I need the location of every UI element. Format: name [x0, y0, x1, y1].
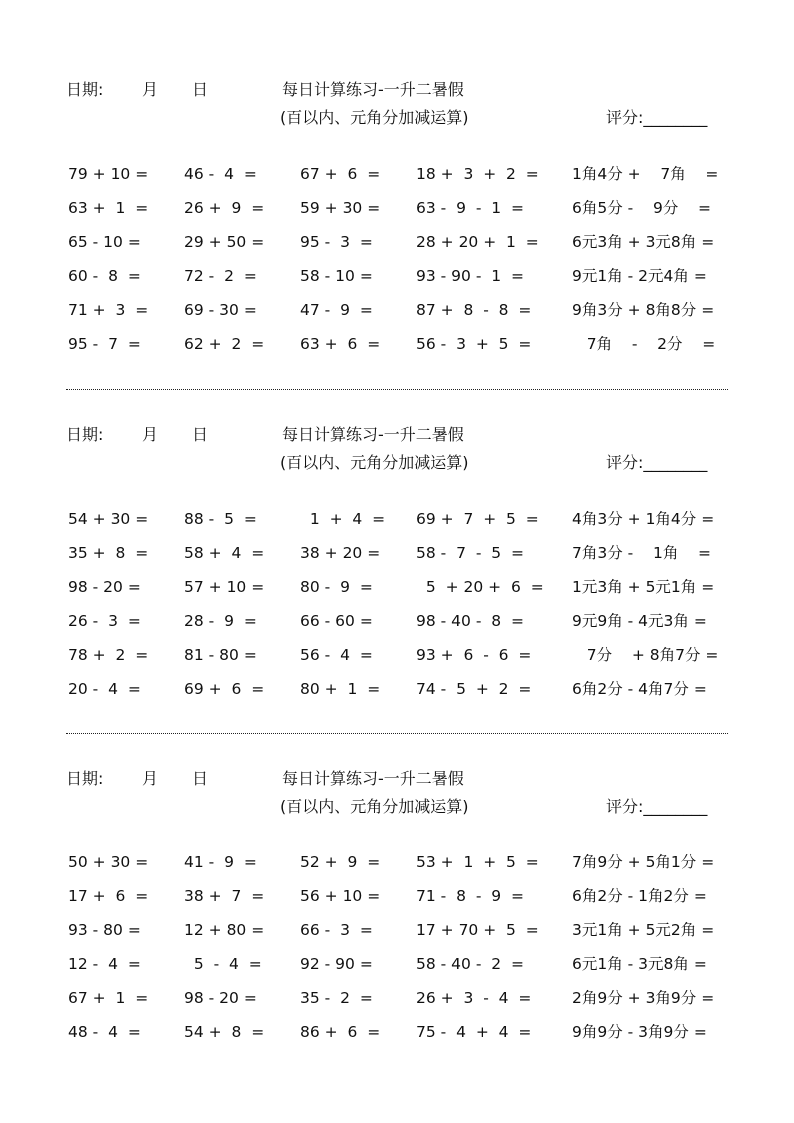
problem: 56 + 10 =: [300, 887, 381, 905]
money-problem: 4角3分 + 1角4分 =: [572, 510, 715, 528]
money-problem: 7角3分 - 1角 =: [572, 544, 712, 562]
score-label: 评分:________: [606, 108, 708, 127]
problem: 75 - 4 + 4 =: [416, 1023, 532, 1041]
problem: 58 - 10 =: [300, 267, 373, 285]
problem: 17 + 6 =: [68, 887, 149, 905]
worksheet-subtitle: (百以内、元角分加减运算): [280, 108, 469, 127]
problem: 53 + 1 + 5 =: [416, 853, 539, 871]
problem: 35 - 2 =: [300, 989, 373, 1007]
money-problem: 9角3分 + 8角8分 =: [572, 301, 715, 319]
problem-row: [0, 197, 794, 231]
problem: 12 - 4 =: [68, 955, 141, 973]
money-problem: 7角9分 + 5角1分 =: [572, 853, 715, 871]
money-problem: 6角2分 - 4角7分 =: [572, 680, 707, 698]
problem: 93 - 80 =: [68, 921, 141, 939]
problem: 18 + 3 + 2 =: [416, 165, 539, 183]
problem: 78 + 2 =: [68, 646, 149, 664]
worksheet-title: 每日计算练习-一升二暑假: [282, 80, 464, 99]
money-problem: 9角9分 - 3角9分 =: [572, 1023, 707, 1041]
problem: 81 - 80 =: [184, 646, 257, 664]
worksheet-section-1: [0, 0, 794, 353]
problem: 48 - 4 =: [68, 1023, 141, 1041]
problem-row: [0, 644, 794, 678]
problem: 59 + 30 =: [300, 199, 381, 217]
worksheet-subtitle: (百以内、元角分加减运算): [280, 453, 469, 472]
month-label: 月: [142, 425, 159, 444]
problem: 98 - 20 =: [68, 578, 141, 596]
problem: 41 - 9 =: [184, 853, 257, 871]
day-label: 日: [192, 80, 209, 99]
problem: 69 + 7 + 5 =: [416, 510, 539, 528]
problem: 88 - 5 =: [184, 510, 257, 528]
problem: 38 + 20 =: [300, 544, 381, 562]
problem: 20 - 4 =: [68, 680, 141, 698]
problem: 56 - 3 + 5 =: [416, 335, 532, 353]
money-problem: 2角9分 + 3角9分 =: [572, 989, 715, 1007]
problem-row: [0, 919, 794, 953]
problem: 5 + 20 + 6 =: [416, 578, 544, 596]
worksheet-title: 每日计算练习-一升二暑假: [282, 769, 464, 788]
problem: 86 + 6 =: [300, 1023, 381, 1041]
money-problem: 1角4分 + 7角 =: [572, 165, 719, 183]
problem: 67 + 1 =: [68, 989, 149, 1007]
problem: 98 - 20 =: [184, 989, 257, 1007]
problem-row: [0, 231, 794, 265]
problem: 63 + 1 =: [68, 199, 149, 217]
problem: 71 + 3 =: [68, 301, 149, 319]
problem: 92 - 90 =: [300, 955, 373, 973]
problem: 69 - 30 =: [184, 301, 257, 319]
problem: 17 + 70 + 5 =: [416, 921, 539, 939]
problem: 79 + 10 =: [68, 165, 149, 183]
problem: 66 - 60 =: [300, 612, 373, 630]
day-label: 日: [192, 425, 209, 444]
money-problem: 9元9角 - 4元3角 =: [572, 612, 707, 630]
problem-row: [0, 576, 794, 610]
problem: 46 - 4 =: [184, 165, 257, 183]
worksheet-section-3: [0, 689, 794, 1041]
problem: 95 - 3 =: [300, 233, 373, 251]
problem: 5 - 4 =: [184, 955, 262, 973]
problem: 50 + 30 =: [68, 853, 149, 871]
money-problem: 7角 - 2分 =: [572, 335, 716, 353]
problem: 98 - 40 - 8 =: [416, 612, 524, 630]
problem: 71 - 8 - 9 =: [416, 887, 524, 905]
problem: 29 + 50 =: [184, 233, 265, 251]
date-label: 日期:: [66, 769, 104, 788]
problem: 93 + 6 - 6 =: [416, 646, 532, 664]
problem: 47 - 9 =: [300, 301, 373, 319]
worksheet-section-2: [0, 345, 794, 698]
problem-row: [0, 508, 794, 542]
problem-row: [0, 1021, 794, 1055]
money-problem: 7分 + 8角7分 =: [572, 646, 719, 664]
problem: 69 + 6 =: [184, 680, 265, 698]
problem: 93 - 90 - 1 =: [416, 267, 524, 285]
problem-row: [0, 953, 794, 987]
problem: 63 - 9 - 1 =: [416, 199, 524, 217]
problem-row: [0, 265, 794, 299]
problem: 67 + 6 =: [300, 165, 381, 183]
problem: 28 + 20 + 1 =: [416, 233, 539, 251]
date-label: 日期:: [66, 80, 104, 99]
money-problem: 9元1角 - 2元4角 =: [572, 267, 707, 285]
problem: 63 + 6 =: [300, 335, 381, 353]
problem: 95 - 7 =: [68, 335, 141, 353]
day-label: 日: [192, 769, 209, 788]
problem: 38 + 7 =: [184, 887, 265, 905]
problem: 80 + 1 =: [300, 680, 381, 698]
problem: 60 - 8 =: [68, 267, 141, 285]
problem-row: [0, 299, 794, 333]
score-label: 评分:________: [606, 453, 708, 472]
problem: 80 - 9 =: [300, 578, 373, 596]
problem-row: [0, 987, 794, 1021]
problem-row: [0, 163, 794, 197]
problem-row: [0, 851, 794, 885]
month-label: 月: [142, 80, 159, 99]
money-problem: 6元1角 - 3元8角 =: [572, 955, 707, 973]
problem-row: [0, 885, 794, 919]
month-label: 月: [142, 769, 159, 788]
problem: 52 + 9 =: [300, 853, 381, 871]
worksheet-title: 每日计算练习-一升二暑假: [282, 425, 464, 444]
money-problem: 6元3角 + 3元8角 =: [572, 233, 715, 251]
problem-row: [0, 610, 794, 644]
problem: 87 + 8 - 8 =: [416, 301, 532, 319]
problem: 58 - 40 - 2 =: [416, 955, 524, 973]
problem-row: [0, 542, 794, 576]
problem: 58 + 4 =: [184, 544, 265, 562]
money-problem: 1元3角 + 5元1角 =: [572, 578, 715, 596]
money-problem: 3元1角 + 5元2角 =: [572, 921, 715, 939]
problem: 65 - 10 =: [68, 233, 141, 251]
problem: 56 - 4 =: [300, 646, 373, 664]
problem: 35 + 8 =: [68, 544, 149, 562]
problem: 1 + 4 =: [300, 510, 386, 528]
score-label: 评分:________: [606, 797, 708, 816]
problem: 26 + 3 - 4 =: [416, 989, 532, 1007]
worksheet-subtitle: (百以内、元角分加减运算): [280, 797, 469, 816]
problem: 12 + 80 =: [184, 921, 265, 939]
problem: 72 - 2 =: [184, 267, 257, 285]
problem: 28 - 9 =: [184, 612, 257, 630]
problem: 74 - 5 + 2 =: [416, 680, 532, 698]
money-problem: 6角2分 - 1角2分 =: [572, 887, 707, 905]
date-label: 日期:: [66, 425, 104, 444]
problem: 66 - 3 =: [300, 921, 373, 939]
problem: 57 + 10 =: [184, 578, 265, 596]
problem: 26 - 3 =: [68, 612, 141, 630]
money-problem: 6角5分 - 9分 =: [572, 199, 712, 217]
problem: 54 + 8 =: [184, 1023, 265, 1041]
problem: 26 + 9 =: [184, 199, 265, 217]
problem: 58 - 7 - 5 =: [416, 544, 524, 562]
problem: 54 + 30 =: [68, 510, 149, 528]
problem: 62 + 2 =: [184, 335, 265, 353]
